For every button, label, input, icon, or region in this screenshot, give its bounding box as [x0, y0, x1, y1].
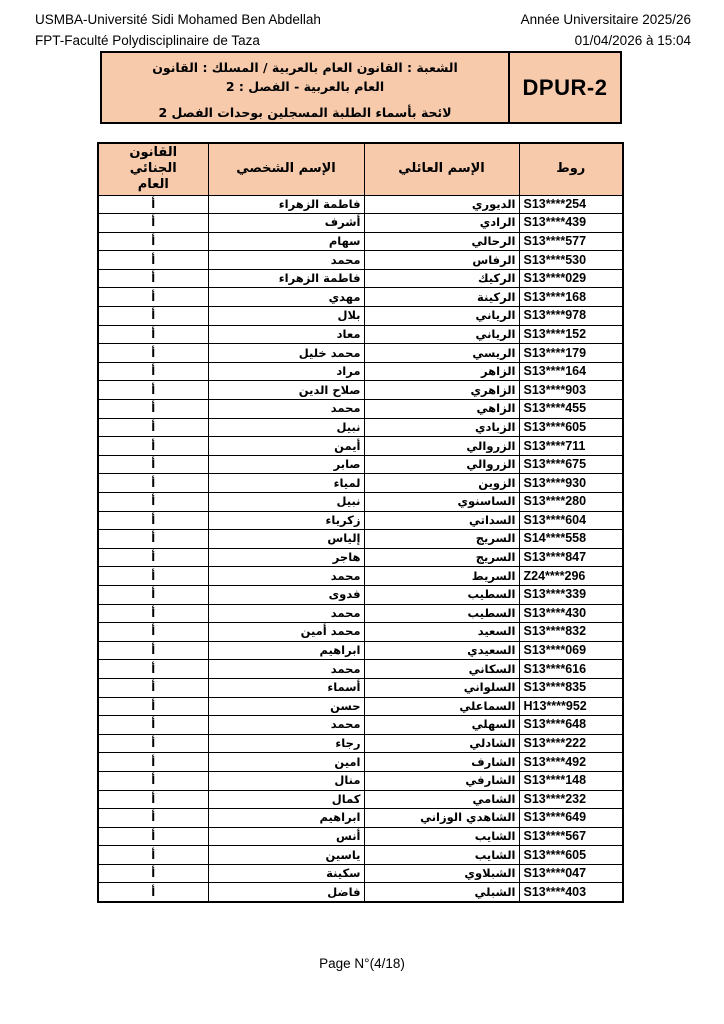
cell-code: S13****455	[519, 400, 623, 419]
table-row	[98, 883, 623, 902]
cell-first-name: لمياء	[208, 474, 364, 493]
cell-family-name: الشادلي	[364, 734, 519, 753]
cell-module-mark: أ	[98, 734, 208, 753]
table-row	[98, 400, 623, 419]
cell-code: S14****558	[519, 530, 623, 549]
session-block	[521, 9, 691, 51]
cell-family-name: السماعلي	[364, 697, 519, 716]
table-row	[98, 548, 623, 567]
cell-first-name: محمد	[208, 400, 364, 419]
cell-code: S13****903	[519, 381, 623, 400]
cell-code: S13****978	[519, 307, 623, 326]
cell-family-name: الساسنوي	[364, 493, 519, 512]
table-row	[98, 251, 623, 270]
cell-family-name: الرياني	[364, 325, 519, 344]
cell-module-mark: أ	[98, 623, 208, 642]
cell-family-name: الشبلي	[364, 883, 519, 902]
cell-first-name: محمد	[208, 716, 364, 735]
cell-code: S13****604	[519, 511, 623, 530]
cell-first-name: محمد	[208, 567, 364, 586]
table-row	[98, 716, 623, 735]
cell-code: S13****930	[519, 474, 623, 493]
section-banner	[100, 51, 622, 124]
cell-first-name: كمال	[208, 790, 364, 809]
cell-family-name: الزاهر	[364, 362, 519, 381]
cell-module-mark: أ	[98, 827, 208, 846]
cell-first-name: ياسين	[208, 846, 364, 865]
cell-family-name: الزبادي	[364, 418, 519, 437]
cell-first-name: فاطمة الزهراء	[208, 195, 364, 214]
cell-module-mark: أ	[98, 846, 208, 865]
cell-code: S13****577	[519, 232, 623, 251]
column-header-family-label: الإسم العائلي	[398, 161, 485, 177]
program-code: DPUR-2	[522, 74, 608, 100]
cell-module-mark: أ	[98, 585, 208, 604]
cell-module-mark: أ	[98, 455, 208, 474]
cell-module-mark: أ	[98, 790, 208, 809]
cell-family-name: السهلي	[364, 716, 519, 735]
cell-code: S13****530	[519, 251, 623, 270]
table-row	[98, 604, 623, 623]
cell-family-name: الرادي	[364, 214, 519, 233]
cell-family-name: الشبلاوي	[364, 864, 519, 883]
cell-family-name: السطيب	[364, 604, 519, 623]
cell-family-name: الشامي	[364, 790, 519, 809]
cell-code: S13****164	[519, 362, 623, 381]
cell-module-mark: أ	[98, 678, 208, 697]
cell-family-name: الشارفي	[364, 771, 519, 790]
cell-first-name: محمد أمين	[208, 623, 364, 642]
table-row	[98, 362, 623, 381]
cell-module-mark: أ	[98, 418, 208, 437]
cell-first-name: نبيل	[208, 418, 364, 437]
table-row	[98, 493, 623, 512]
cell-family-name: السداتي	[364, 511, 519, 530]
cell-module-mark: أ	[98, 344, 208, 363]
table-row	[98, 455, 623, 474]
cell-module-mark: أ	[98, 214, 208, 233]
cell-first-name: صابر	[208, 455, 364, 474]
banner-subtitle: لائحة بأسماء الطلبة المسجلين بوحدات الفصل 2	[158, 105, 452, 120]
cell-first-name: محمد	[208, 660, 364, 679]
cell-family-name: السريج	[364, 548, 519, 567]
cell-first-name: سهام	[208, 232, 364, 251]
cell-module-mark: أ	[98, 753, 208, 772]
cell-first-name: بلال	[208, 307, 364, 326]
cell-module-mark: أ	[98, 567, 208, 586]
cell-module-mark: أ	[98, 232, 208, 251]
cell-first-name: محمد خليل	[208, 344, 364, 363]
cell-first-name: زكرياء	[208, 511, 364, 530]
cell-first-name: مراد	[208, 362, 364, 381]
cell-code: S13****616	[519, 660, 623, 679]
print-datetime: 01/04/2026 à 15:04	[574, 33, 691, 48]
table-row	[98, 567, 623, 586]
cell-family-name: الشايب	[364, 827, 519, 846]
cell-code: S13****179	[519, 344, 623, 363]
column-header-code-label: روط	[556, 161, 586, 177]
cell-code: S13****148	[519, 771, 623, 790]
cell-code: S13****168	[519, 288, 623, 307]
column-header-family-name	[364, 143, 519, 195]
column-header-module	[98, 143, 208, 195]
cell-code: S13****567	[519, 827, 623, 846]
table-row	[98, 344, 623, 363]
table-row	[98, 232, 623, 251]
cell-module-mark: أ	[98, 660, 208, 679]
column-header-first-name	[208, 143, 364, 195]
table-row	[98, 864, 623, 883]
cell-module-mark: أ	[98, 697, 208, 716]
cell-module-mark: أ	[98, 511, 208, 530]
cell-first-name: فاطمة الزهراء	[208, 269, 364, 288]
table-row	[98, 195, 623, 214]
academic-year: Année Universitaire 2025/26	[520, 12, 691, 27]
institution-block	[35, 9, 321, 51]
cell-family-name: السلواني	[364, 678, 519, 697]
cell-first-name: معاد	[208, 325, 364, 344]
cell-module-mark: أ	[98, 474, 208, 493]
table-row	[98, 809, 623, 828]
cell-code: H13****952	[519, 697, 623, 716]
cell-module-mark: أ	[98, 809, 208, 828]
cell-code: S13****675	[519, 455, 623, 474]
cell-code: S13****339	[519, 585, 623, 604]
table-row	[98, 623, 623, 642]
cell-module-mark: أ	[98, 362, 208, 381]
cell-code: Z24****296	[519, 567, 623, 586]
table-header-row	[98, 143, 623, 195]
cell-first-name: رجاء	[208, 734, 364, 753]
cell-module-mark: أ	[98, 771, 208, 790]
university-name: USMBA-Université Sidi Mohamed Ben Abdellah	[35, 12, 321, 27]
cell-family-name: الشاهدي الوزاني	[364, 809, 519, 828]
table-row	[98, 530, 623, 549]
cell-code: S13****832	[519, 623, 623, 642]
cell-module-mark: أ	[98, 325, 208, 344]
cell-code: S13****047	[519, 864, 623, 883]
cell-first-name: محمد	[208, 604, 364, 623]
table-row	[98, 753, 623, 772]
cell-code: S13****222	[519, 734, 623, 753]
cell-first-name: أسماء	[208, 678, 364, 697]
cell-first-name: سكينة	[208, 864, 364, 883]
cell-family-name: الديوري	[364, 195, 519, 214]
cell-family-name: الشارف	[364, 753, 519, 772]
cell-first-name: امين	[208, 753, 364, 772]
column-header-code	[519, 143, 623, 195]
table-row	[98, 771, 623, 790]
table-row	[98, 269, 623, 288]
table-row	[98, 288, 623, 307]
cell-module-mark: أ	[98, 307, 208, 326]
cell-module-mark: أ	[98, 251, 208, 270]
cell-family-name: السعيد	[364, 623, 519, 642]
cell-family-name: الشايب	[364, 846, 519, 865]
cell-code: S13****492	[519, 753, 623, 772]
cell-code: S13****280	[519, 493, 623, 512]
student-table-body	[98, 195, 623, 902]
cell-module-mark: أ	[98, 400, 208, 419]
banner-title-line1: الشعبة : القانون العام بالعربية / المسلك : القانون	[152, 60, 458, 75]
cell-family-name: السريط	[364, 567, 519, 586]
cell-first-name: أشرف	[208, 214, 364, 233]
cell-family-name: الرحالي	[364, 232, 519, 251]
table-row	[98, 790, 623, 809]
column-header-first-label: الإسم الشخصي	[236, 161, 336, 177]
table-row	[98, 585, 623, 604]
cell-module-mark: أ	[98, 883, 208, 902]
cell-first-name: حسن	[208, 697, 364, 716]
cell-module-mark: أ	[98, 288, 208, 307]
cell-family-name: الركينة	[364, 288, 519, 307]
cell-code: S13****029	[519, 269, 623, 288]
page-top-header	[35, 9, 691, 51]
cell-module-mark: أ	[98, 437, 208, 456]
faculty-name: FPT-Faculté Polydisciplinaire de Taza	[35, 33, 260, 48]
table-row	[98, 697, 623, 716]
cell-family-name: السطيب	[364, 585, 519, 604]
cell-family-name: الريسي	[364, 344, 519, 363]
cell-first-name: هاجر	[208, 548, 364, 567]
table-row	[98, 678, 623, 697]
cell-family-name: السريج	[364, 530, 519, 549]
cell-first-name: فدوى	[208, 585, 364, 604]
cell-module-mark: أ	[98, 493, 208, 512]
cell-code: S13****232	[519, 790, 623, 809]
cell-first-name: ابراهيم	[208, 809, 364, 828]
cell-module-mark: أ	[98, 548, 208, 567]
table-row	[98, 437, 623, 456]
table-row	[98, 325, 623, 344]
cell-first-name: نبيل	[208, 493, 364, 512]
cell-family-name: الزروالي	[364, 455, 519, 474]
cell-code: S13****254	[519, 195, 623, 214]
table-row	[98, 827, 623, 846]
cell-code: S13****649	[519, 809, 623, 828]
cell-code: S13****152	[519, 325, 623, 344]
banner-title-line2: العام بالعربية - الفصل : 2	[225, 79, 385, 94]
table-row	[98, 846, 623, 865]
table-row	[98, 214, 623, 233]
cell-module-mark: أ	[98, 604, 208, 623]
cell-family-name: السعيدي	[364, 641, 519, 660]
cell-first-name: فاضل	[208, 883, 364, 902]
table-row	[98, 734, 623, 753]
cell-first-name: منال	[208, 771, 364, 790]
cell-family-name: الزروالي	[364, 437, 519, 456]
students-table	[97, 142, 624, 903]
table-row	[98, 511, 623, 530]
cell-module-mark: أ	[98, 530, 208, 549]
page-number: Page N°(4/18)	[319, 956, 405, 971]
table-row	[98, 641, 623, 660]
cell-family-name: الرفاس	[364, 251, 519, 270]
cell-code: S13****648	[519, 716, 623, 735]
cell-first-name: أيمن	[208, 437, 364, 456]
table-row	[98, 660, 623, 679]
cell-module-mark: أ	[98, 381, 208, 400]
cell-code: S13****605	[519, 418, 623, 437]
cell-first-name: أنس	[208, 827, 364, 846]
cell-module-mark: أ	[98, 864, 208, 883]
cell-code: S13****711	[519, 437, 623, 456]
table-row	[98, 418, 623, 437]
cell-code: S13****835	[519, 678, 623, 697]
cell-code: S13****605	[519, 846, 623, 865]
cell-code: S13****439	[519, 214, 623, 233]
cell-module-mark: أ	[98, 716, 208, 735]
cell-code: S13****847	[519, 548, 623, 567]
cell-code: S13****069	[519, 641, 623, 660]
table-row	[98, 381, 623, 400]
program-code-cell	[508, 53, 620, 122]
cell-first-name: إلياس	[208, 530, 364, 549]
cell-family-name: الرياني	[364, 307, 519, 326]
cell-code: S13****403	[519, 883, 623, 902]
cell-family-name: السكاني	[364, 660, 519, 679]
cell-code: S13****430	[519, 604, 623, 623]
cell-family-name: الزوين	[364, 474, 519, 493]
table-row	[98, 307, 623, 326]
cell-module-mark: أ	[98, 269, 208, 288]
cell-first-name: محمد	[208, 251, 364, 270]
banner-title-block	[102, 53, 508, 122]
cell-first-name: مهدي	[208, 288, 364, 307]
column-header-module-label: القانون الجنائي العام	[129, 145, 178, 193]
cell-first-name: صلاح الدين	[208, 381, 364, 400]
table-row	[98, 474, 623, 493]
cell-family-name: الزاهي	[364, 400, 519, 419]
cell-first-name: ابراهيم	[208, 641, 364, 660]
cell-family-name: الزاهري	[364, 381, 519, 400]
cell-module-mark: أ	[98, 195, 208, 214]
cell-module-mark: أ	[98, 641, 208, 660]
cell-family-name: الركيك	[364, 269, 519, 288]
